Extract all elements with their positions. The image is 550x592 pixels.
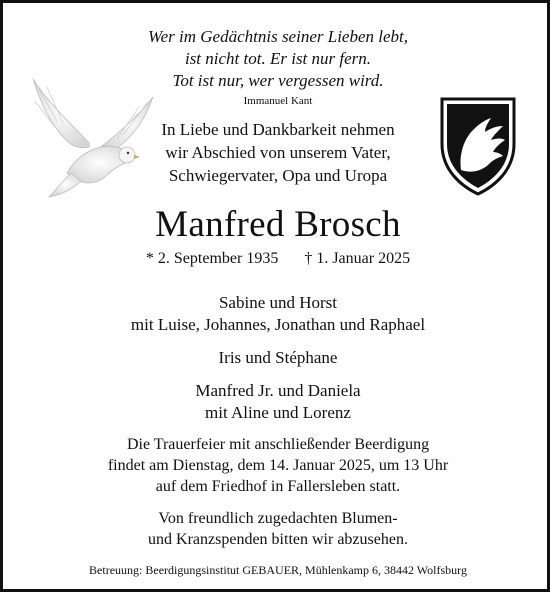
quote-author: Immanuel Kant bbox=[243, 95, 313, 107]
ceremony-line-3: auf dem Friedhof in Fallersleben statt. bbox=[155, 478, 401, 495]
family-line: mit Luise, Johannes, Jonathan und Raphael bbox=[130, 315, 426, 334]
death-date: † 1. Januar 2025 bbox=[304, 250, 411, 267]
quote-line-3: Tot ist nur, wer vergessen wird. bbox=[172, 71, 384, 90]
flowers-line-1: Von freundlich zugedachten Blumen- bbox=[158, 510, 398, 527]
quote-line-2: ist nicht tot. Er ist nur fern. bbox=[184, 49, 372, 68]
birth-date: * 2. September 1935 bbox=[145, 250, 279, 267]
family-line: Sabine und Horst bbox=[218, 293, 338, 312]
deceased-name: Manfred Brosch bbox=[155, 204, 401, 245]
family-line: Manfred Jr. und Daniela bbox=[195, 381, 361, 400]
ceremony-line-2: findet am Dienstag, dem 14. Januar 2025, um 13 Uhr bbox=[107, 457, 449, 474]
life-dates bbox=[3, 250, 550, 268]
quote-line-1: Wer im Gedächtnis seiner Lieben lebt, bbox=[148, 27, 408, 46]
flowers-line-2: und Kranzspenden bitten wir abzusehen. bbox=[148, 531, 408, 548]
funeral-home-credit: Betreuung: Beerdigungsinstitut GEBAUER, Mühlenkamp 6, 38442 Wolfsburg bbox=[89, 563, 467, 577]
intro-line-3: Schwiegervater, Opa und Uropa bbox=[168, 166, 388, 185]
ceremony-line-1: Die Trauerfeier mit anschließender Beerdigung bbox=[126, 436, 430, 453]
intro-line-1: In Liebe und Dankbarkeit nehmen bbox=[161, 120, 395, 139]
intro-line-2: wir Abschied von unserem Vater, bbox=[165, 143, 391, 162]
family-line: Iris und Stéphane bbox=[218, 348, 338, 367]
family-line: mit Aline und Lorenz bbox=[205, 403, 351, 422]
